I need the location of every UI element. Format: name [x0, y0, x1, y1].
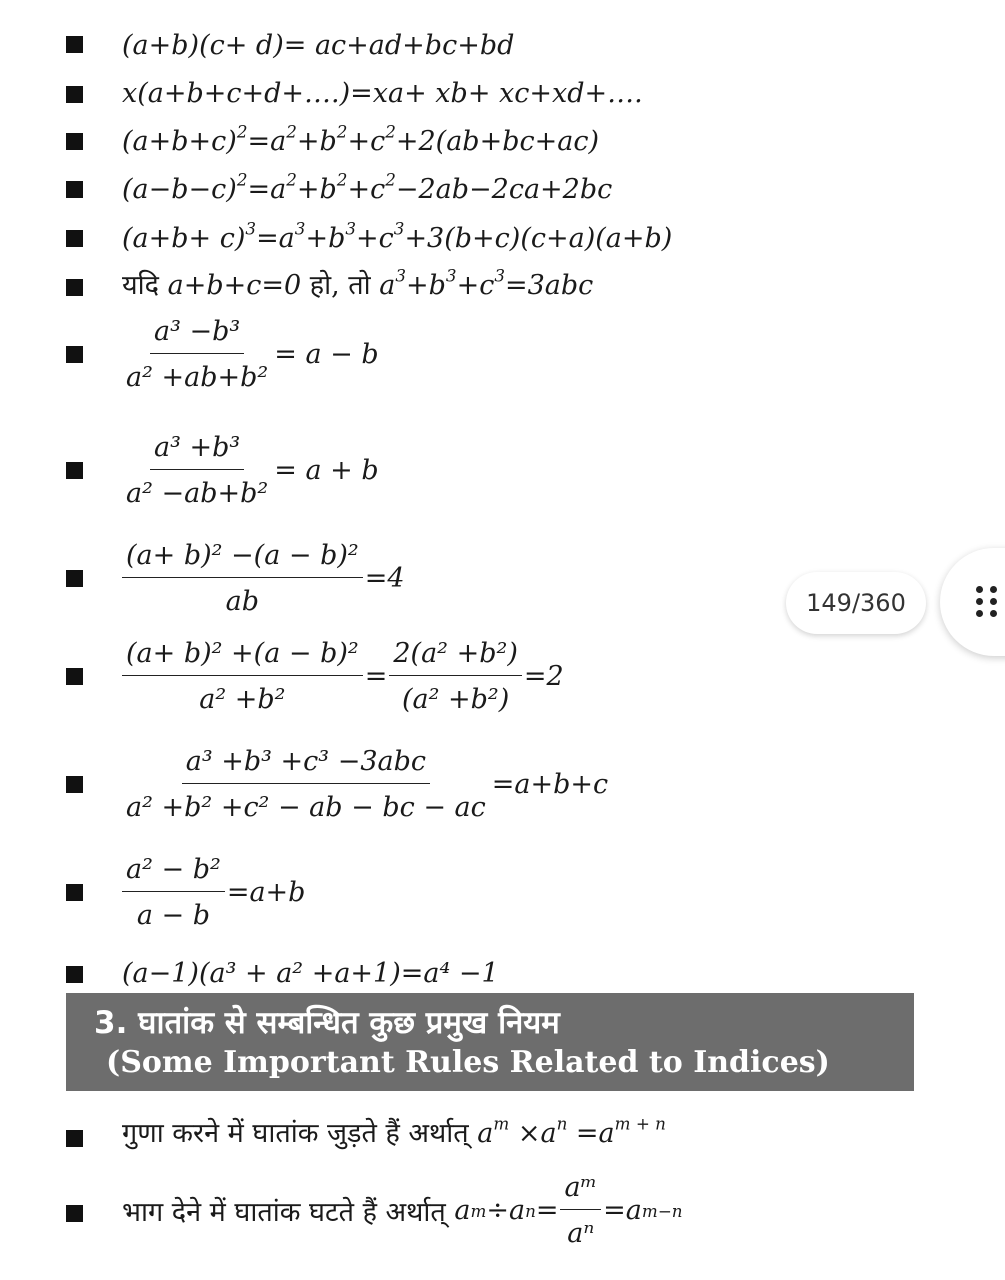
formula-1: (a+b)(c+ d)= ac+ad+bc+bd — [122, 30, 515, 61]
formula-5: $(a+b+ c)^3=a^3+b^3+c^3+3(b+c)(c+a)(a+b)$ — [122, 218, 673, 254]
formula-6: यदि a+b+c=0 हो, तो $a^3+b^3+c^3=3abc$ — [122, 265, 594, 301]
rule-multiplication: गुणा करने में घातांक जुड़ते हैं अर्थात् $a^m \times a^n =a^{m + n}$ — [122, 1113, 666, 1149]
formula-13: (a−1)(a³ + a² +a+1)=a⁴ −1 — [122, 958, 499, 989]
bullet — [66, 570, 83, 587]
formula-10: $\frac{\text{(a+ b)² +(a − b)²}}{\text{a² +b²}}$ = $\frac{\text{2(a² +b²)}}{\text{(a² +b²)}}$ =2 — [120, 638, 564, 715]
formula-8: $\frac{\text{a³ +b³}}{\text{a² −ab+b²}}$ = a + b — [126, 432, 379, 509]
bullet — [66, 279, 83, 296]
bullet — [66, 462, 83, 479]
section-title-english: (Some Important Rules Related to Indices) — [106, 1045, 830, 1080]
page-indicator[interactable]: 149/360 — [786, 572, 926, 634]
bullet — [66, 86, 83, 103]
formula-11: $\frac{\text{a³ +b³ +c³ −3abc}}{\text{a² +b² +c² − ab − bc − ac}}$ =a+b+c — [126, 746, 609, 823]
menu-button[interactable] — [940, 548, 1005, 656]
formula-7: $\frac{\text{a³ −b³}}{\text{a² +ab+b²}}$ = a − b — [126, 316, 379, 393]
formula-9: $\frac{\text{(a+ b)² −(a − b)²}}{ab}$ =4 — [120, 540, 405, 617]
bullet — [66, 884, 83, 901]
bullet — [66, 776, 83, 793]
bullet — [66, 133, 83, 150]
bullet — [66, 668, 83, 685]
bullet — [66, 230, 83, 247]
bullet — [66, 36, 83, 53]
bullet — [66, 966, 83, 983]
section-title-hindi: 3. घातांक से सम्बन्धित कुछ प्रमुख नियम — [94, 1005, 560, 1041]
formula-3: $(a+b+c)^2=a^2+b^2+c^2+2(ab+bc+ac)$ — [122, 121, 599, 157]
formula-4: $(a-b-c)^2=a^2+b^2+c^2-2ab-2ca+2bc$ — [122, 169, 613, 205]
bullet — [66, 181, 83, 198]
grid-dots-icon — [976, 586, 1000, 618]
bullet — [66, 346, 83, 363]
bullet — [66, 1205, 83, 1222]
formula-12: $\frac{\text{a² − b²}}{a - b}$ =a+b — [120, 854, 305, 931]
section-heading — [66, 993, 914, 1091]
bullet — [66, 1130, 83, 1147]
formula-2: x(a+b+c+d+….)=xa+ xb+ xc+xd+…. — [122, 78, 643, 109]
rule-division: भाग देने में घातांक घटते हैं अर्थात् a m ÷a n = $\frac{\text{aᵐ}}{\text{aⁿ}}$ =a m−n — [122, 1172, 683, 1249]
